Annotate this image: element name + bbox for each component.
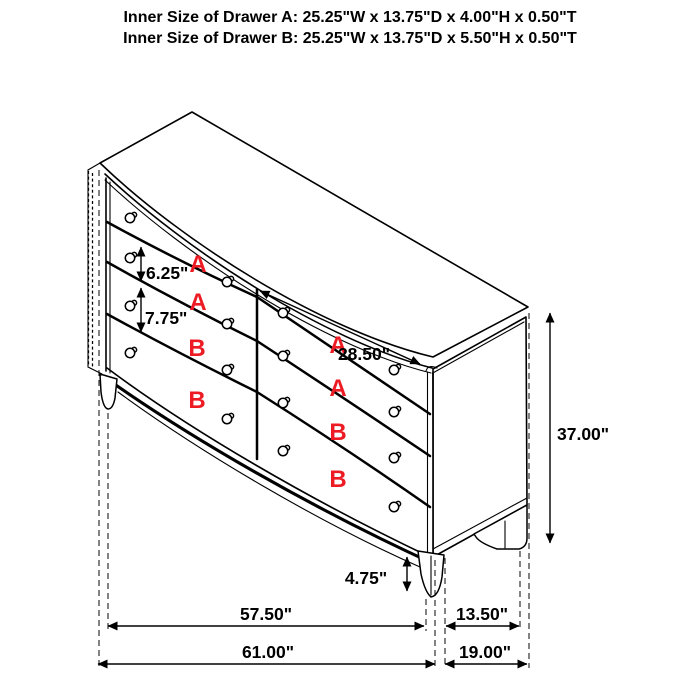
dim-overall-depth-label: 19.00" xyxy=(458,642,512,662)
drawer-label-left-2: A xyxy=(189,289,207,316)
drawer-label-left-4: B xyxy=(188,387,206,414)
drawer-label-right-1: A xyxy=(329,332,347,359)
dresser-outline xyxy=(88,112,528,597)
drawer-label-right-3: B xyxy=(329,419,347,446)
dim-body-width-label: 57.50" xyxy=(239,604,293,624)
left-side-panel xyxy=(88,163,102,374)
dim-leg-depth xyxy=(446,604,519,626)
dim-body-width xyxy=(108,604,424,626)
dim-overall-height xyxy=(550,313,609,543)
dim-overall-height-label: 37.00" xyxy=(557,424,610,444)
dim-overall-width xyxy=(98,642,435,664)
drawer-label-right-4: B xyxy=(329,466,347,493)
drawer-a-inner-size-text: Inner Size of Drawer A: 25.25"W x 13.75"D x 4.00"H x 0.50"T xyxy=(123,9,577,26)
drawer-b-inner-size-text: Inner Size of Drawer B: 25.25"W x 13.75"D x 5.50"H x 0.50"T xyxy=(123,30,577,47)
drawer-label-left-1: A xyxy=(189,251,207,278)
dim-drawer-b-height-label: 7.75" xyxy=(145,308,188,328)
front-left-leg xyxy=(100,374,117,409)
drawer-label-left-3: B xyxy=(188,335,206,362)
dim-overall-width-label: 61.00" xyxy=(241,642,295,662)
drawer-label-right-2: A xyxy=(329,375,347,402)
dim-half-top-width-label: 28.50" xyxy=(337,344,391,364)
dim-drawer-a-height-label: 6.25" xyxy=(146,263,189,283)
dim-leg-height xyxy=(345,557,407,591)
dim-leg-depth-label: 13.50" xyxy=(455,604,509,624)
dim-overall-depth xyxy=(445,642,527,664)
dim-leg-height-label: 4.75" xyxy=(344,568,388,588)
